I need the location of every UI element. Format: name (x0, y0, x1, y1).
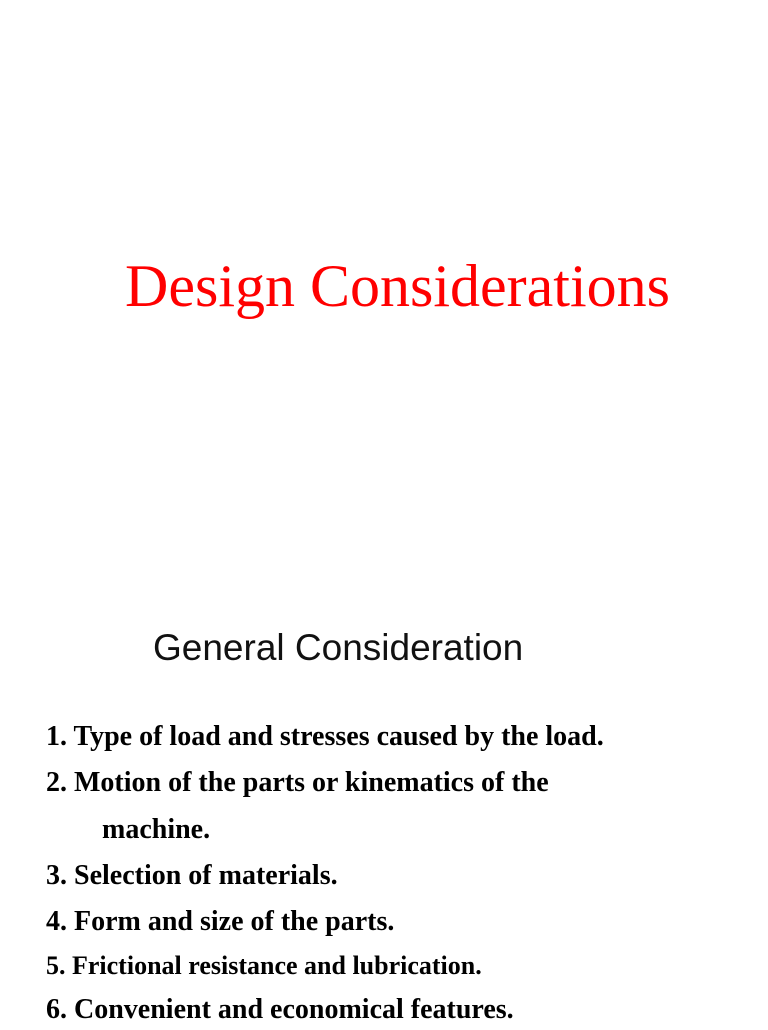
slide-title: Design Considerations (125, 253, 670, 319)
section-heading: General Consideration (153, 627, 524, 668)
list-item-materials: 3. Selection of materials. (46, 860, 338, 891)
list-item-motion-continuation: machine. (102, 814, 211, 845)
list-item-economical: 6. Convenient and economical features. (46, 994, 514, 1025)
list-item-load: 1. Type of load and stresses caused by the load. (46, 721, 604, 752)
list-item-motion: 2. Motion of the parts or kinematics of the (46, 767, 549, 798)
list-item-form-size: 4. Form and size of the parts. (46, 906, 395, 937)
list-item-friction: 5. Frictional resistance and lubrication. (46, 951, 482, 980)
